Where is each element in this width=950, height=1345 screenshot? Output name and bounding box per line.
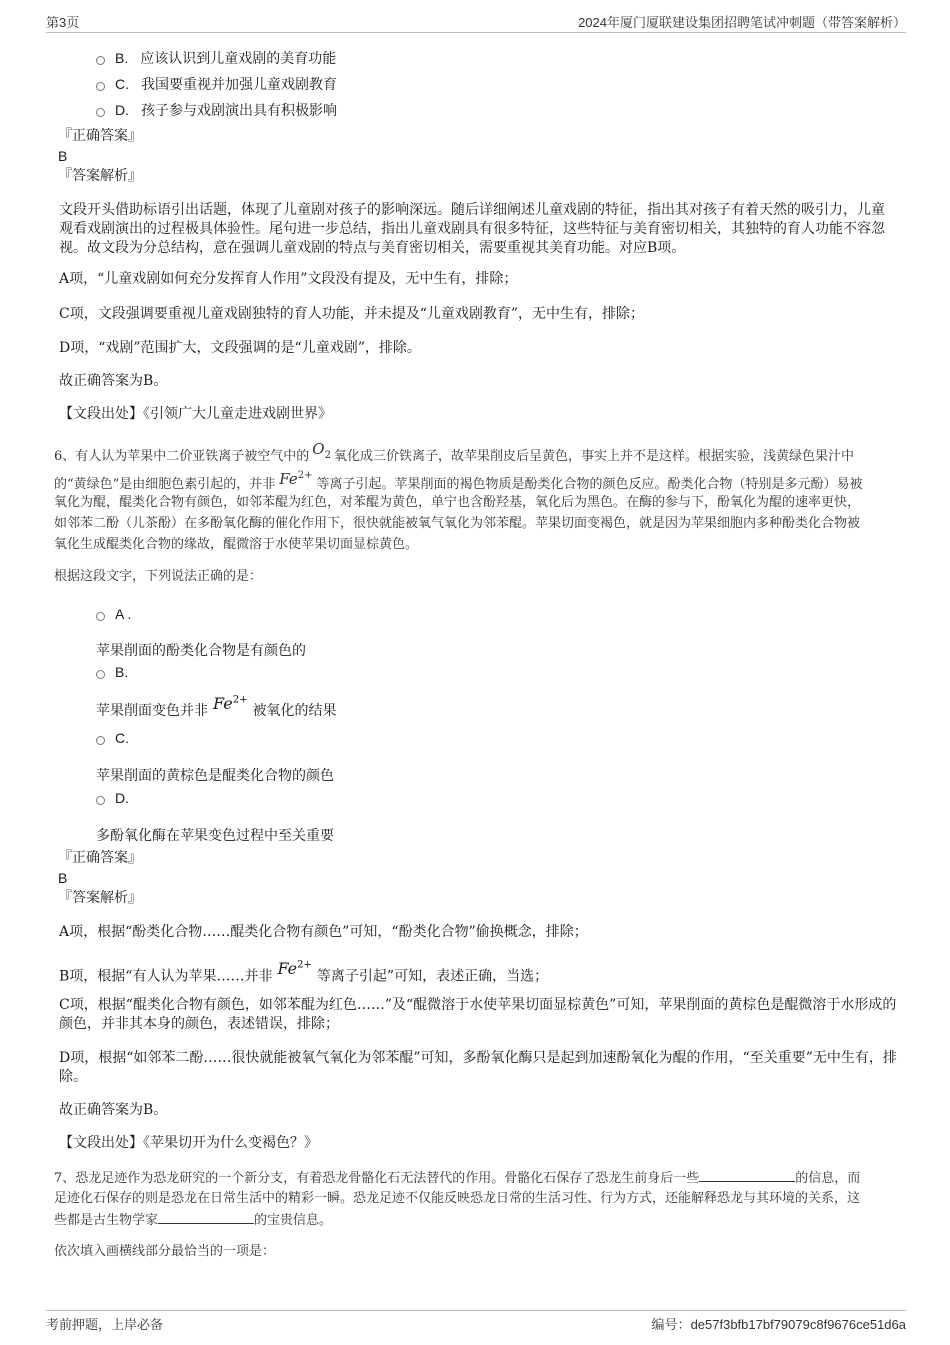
q5-analysis-d: D项，“戏剧”范围扩大，文段强调的是“儿童戏剧”，排除。	[59, 340, 421, 356]
option-text: 应该认识到儿童戏剧的美育功能	[140, 51, 337, 67]
q5-conclusion: 故正确答案为B。	[59, 373, 168, 389]
document-title: 2024年厦门厦联建设集团招聘笔试冲刺题（带答案解析）	[578, 15, 906, 30]
q6-answer-heading: 『正确答案』	[58, 850, 142, 866]
q7-prompt: 依次填入画横线部分最恰当的一项是：	[54, 1244, 276, 1259]
q5-option-d[interactable]	[96, 100, 337, 120]
q6-analysis-b: B项，根据“有人认为苹果……并非 $Fe^{2+}$等离子引起”可知，表述正确，当选；	[59, 959, 549, 985]
q6-option-d-text: 多酚氧化酶在苹果变色过程中至关重要	[96, 828, 334, 844]
q6-option-d[interactable]	[96, 790, 129, 806]
q6-option-a[interactable]	[96, 606, 131, 622]
q6-option-b-text: 苹果削面变色并非 $Fe^{2+}$被氧化的结果	[96, 694, 337, 719]
radio-icon[interactable]	[96, 612, 105, 621]
q5-answer-heading: 『正确答案』	[58, 128, 142, 144]
q6-option-c[interactable]	[96, 730, 129, 746]
q6-option-b[interactable]	[96, 664, 128, 680]
q7-stem-line-2: 足迹化石保存的则是恐龙在日常生活中的精彩一瞬。恐龙足迹不仅能反映恐龙日常的生活习性、行为方式，还能解释恐龙与其环境的关系，这	[54, 1191, 861, 1206]
q6-answer: B	[58, 870, 68, 886]
q5-analysis-c: C项，文段强调要重视儿童戏剧独特的育人功能，并未提及“儿童戏剧教育”，无中生有，排除；	[59, 306, 645, 322]
q7-stem-line-3: 些都是古生物学家 的宝贵信息。	[54, 1213, 333, 1228]
footer-divider	[46, 1310, 906, 1311]
radio-icon[interactable]	[96, 736, 105, 745]
option-label: B.	[115, 664, 129, 680]
q6-prompt: 根据这段文字，下列说法正确的是：	[54, 569, 263, 584]
q6-stem-line-2: 的“黄绿色”是由细胞色素引起的，并非 $Fe^{2+}$等离子引起。苹果削面的褐色物质是酚类化合物的颜色反应。酚类化合物（特别是多元酚）易被	[54, 470, 863, 492]
header-divider	[46, 32, 906, 33]
option-text: 孩子参与戏剧演出具有积极影响	[141, 103, 337, 119]
q5-source: 【文段出处】《引领广大儿童走进戏剧世界》	[59, 406, 332, 422]
q6-option-c-text: 苹果削面的黄棕色是醌类化合物的颜色	[96, 768, 334, 784]
q5-analysis-a: A项，“儿童戏剧如何充分发挥育人作用”文段没有提及，无中生有，排除；	[59, 271, 518, 287]
document-code: 编号：de57f3bfb17bf79079c8f9676ce51d6a	[651, 1317, 906, 1333]
q6-conclusion: 故正确答案为B。	[59, 1102, 168, 1118]
q5-option-b[interactable]	[96, 48, 336, 68]
option-text: 我国要重视并加强儿童戏剧教育	[141, 77, 337, 93]
o2-formula: $O_2$	[312, 440, 331, 461]
option-label: C.	[115, 730, 129, 746]
option-label: D.	[115, 102, 129, 118]
radio-icon[interactable]	[96, 796, 105, 805]
q6-stem-line-1: 6、有人认为苹果中二价亚铁离子被空气中的 $O_2$ 氧化成三价铁离子，故苹果削皮后呈黄色，事实上并不是这样。根据实验，浅黄绿色果汁中	[54, 440, 854, 464]
q5-analysis-heading: 『答案解析』	[58, 168, 142, 184]
q6-analysis-heading: 『答案解析』	[58, 890, 142, 906]
fe-ion-formula: $Fe^{2+}$	[213, 694, 248, 713]
q6-option-a-text: 苹果削面的酚类化合物是有颜色的	[96, 643, 306, 659]
q5-option-c[interactable]	[96, 74, 337, 94]
q5-answer: B	[58, 148, 68, 164]
radio-icon[interactable]	[96, 82, 105, 91]
option-label: A .	[115, 606, 132, 622]
footer-slogan: 考前押题，上岸必备	[46, 1318, 164, 1333]
radio-icon[interactable]	[96, 56, 105, 65]
q7-stem-line-1: 7、恐龙足迹作为恐龙研究的一个新分支，有着恐龙骨骼化石无法替代的作用。骨骼化石保存了恐龙生前身后一些 的信息，而	[54, 1171, 861, 1186]
q6-stem-line-3: 氧化为醌，醌类化合物有颜色，如邻苯醌为红色，对苯醌为黄色，单宁也含酚羟基，氧化后为黑色。在酶的参与下，酚氧化为醌的速率更快，	[54, 495, 861, 510]
fe-ion-formula: $Fe^{2+}$	[277, 959, 312, 979]
fill-blank	[158, 1211, 254, 1224]
option-label: B.	[115, 50, 129, 66]
q6-source: 【文段出处】《苹果切开为什么变褐色？》	[59, 1135, 318, 1151]
q6-stem-line-5: 氧化生成醌类化合物的缘故，醌微溶于水使苹果切面显棕黄色。	[54, 537, 419, 552]
option-label: C.	[115, 76, 129, 92]
q6-stem-line-4: 如邻苯二酚（儿茶酚）在多酚氧化酶的催化作用下，很快就能被氧气氧化为邻苯醌。苹果切面变褐色，就是因为苹果细胞内多种酚类化合物被	[54, 516, 861, 531]
fe-ion-formula: $Fe^{2+}$	[279, 470, 313, 488]
q6-analysis-a: A项，根据“酚类化合物……醌类化合物有颜色”可知，“酚类化合物”偷换概念，排除；	[59, 924, 588, 940]
fill-blank	[699, 1169, 795, 1182]
q6-analysis-c: C项，根据“醌类化合物有颜色，如邻苯醌为红色……”及“醌微溶于水使苹果切面显棕黄色”可知，苹果削面的黄棕色是醌微溶于水形成的颜色，并非其本身的颜色，表述错误，排除；	[59, 997, 897, 1032]
radio-icon[interactable]	[96, 108, 105, 117]
radio-icon[interactable]	[96, 670, 105, 679]
q6-analysis-d: D项，根据“如邻苯二酚……很快就能被氧气氧化为邻苯醌”可知，多酚氧化酶只是起到加速酚氧化为醌的作用，“至关重要”无中生有，排除。	[59, 1050, 897, 1085]
q5-analysis-paragraph: 文段开头借助标语引出话题，体现了儿童剧对孩子的影响深远。随后详细阐述儿童戏剧的特征，指出其对孩子有着天然的吸引力，儿童观看戏剧演出的过程极具体验性。尾句进一步总结，指出儿童戏剧具有很多特征，这些特征与美育密切相关，其独特的育人功能不容忽视。故文段为分总结构，意在强调儿童戏剧的特点与美育密切相关，需要重视其美育功能。对应B项。	[59, 202, 885, 256]
page-number: 第3页	[46, 15, 80, 30]
option-label: D.	[115, 790, 129, 806]
